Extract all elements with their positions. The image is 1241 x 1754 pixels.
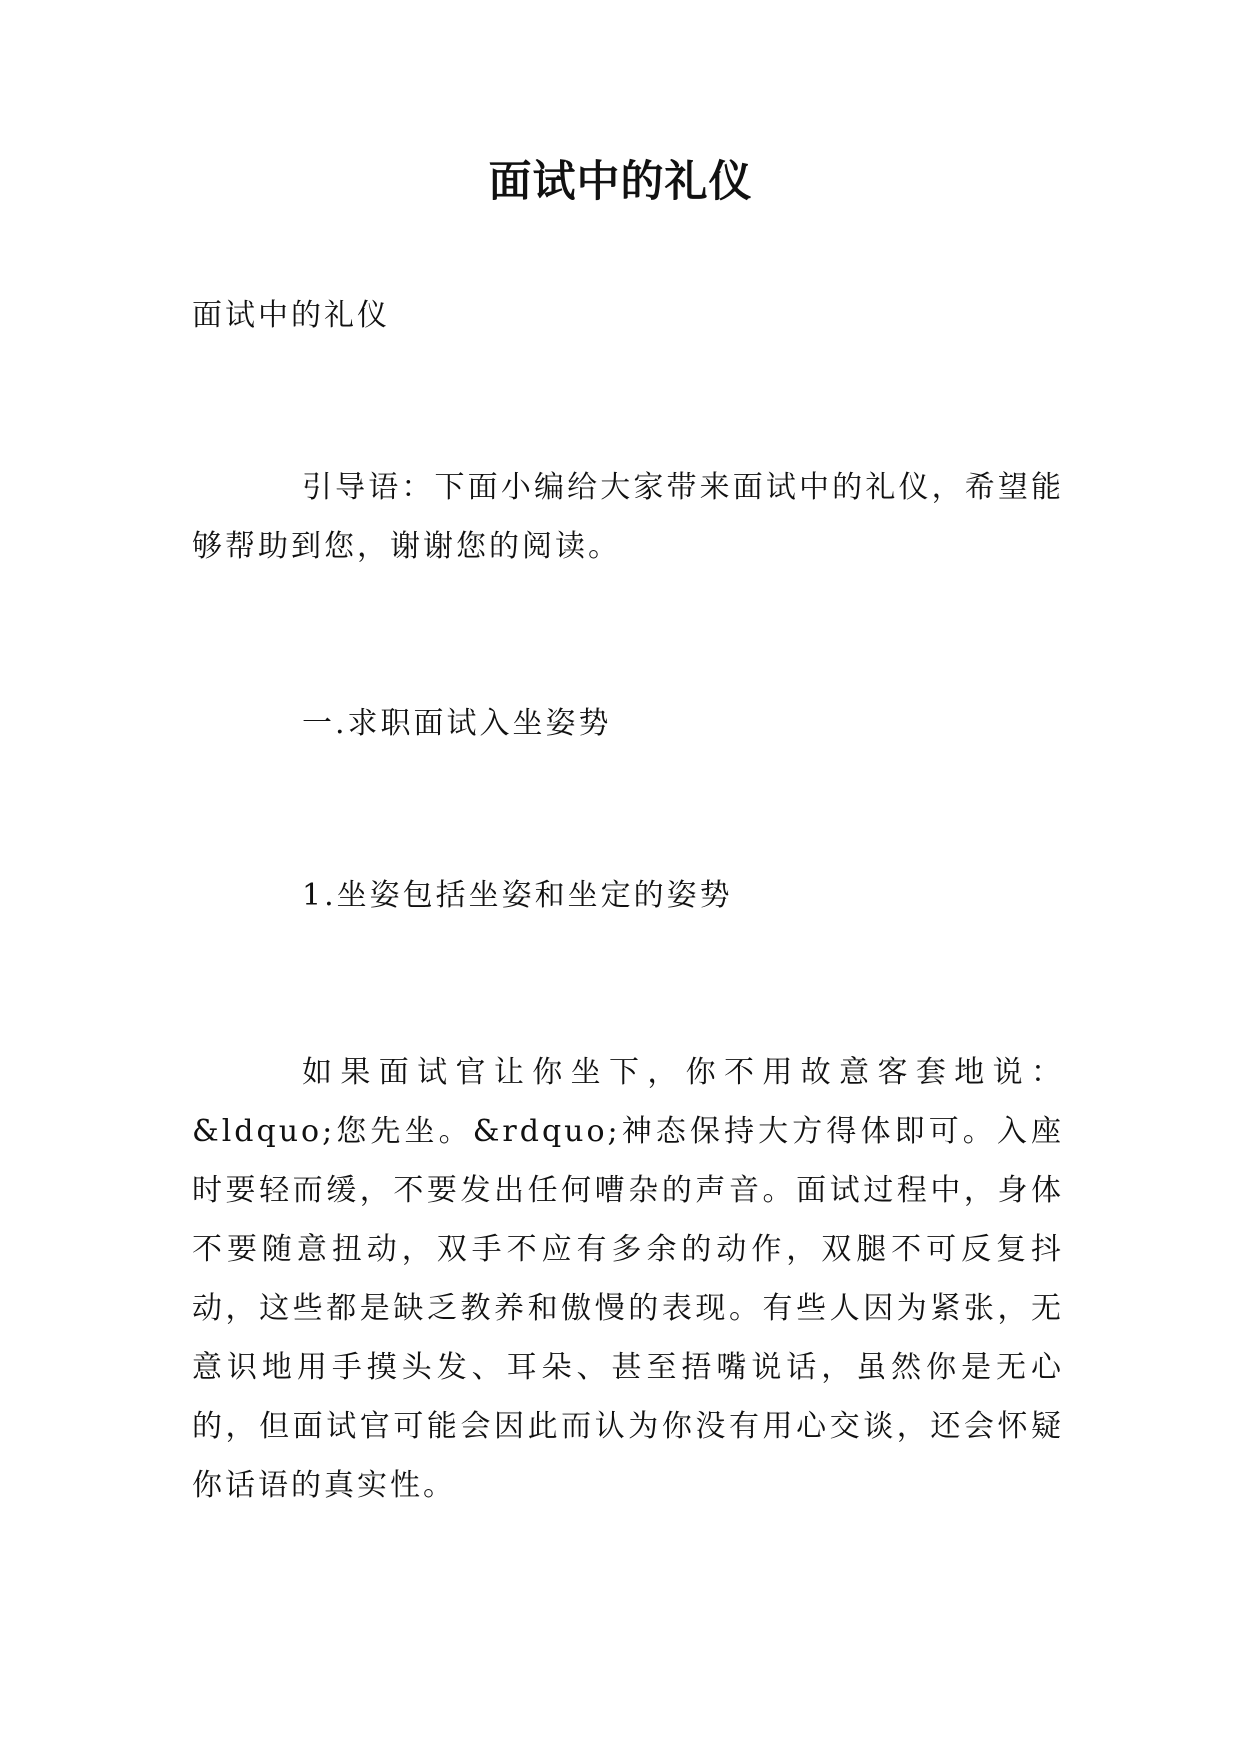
intro-paragraph: 引导语：下面小编给大家带来面试中的礼仪，希望能够帮助到您，谢谢您的阅读。 [192,470,1064,564]
subsection-heading: 1.坐姿包括坐姿和坐定的姿势 [302,878,733,913]
section-heading: 一.求职面试入坐姿势 [302,706,612,741]
document-subtitle: 面试中的礼仪 [192,298,390,333]
document-title: 面试中的礼仪 [488,157,753,207]
body-paragraph: 如果面试官让你坐下，你不用故意客套地说：&ldquo;您先坐。&rdquo;神态保持大方得体即可。入座时要轻而缓，不要发出任何嘈杂的声音。面试过程中，身体不要随意扭动，双手不应有多余的动作，双腿不可反复抖动，这些都是缺乏教养和傲慢的表现。有些人因为紧张，无意识地用手摸头发、耳朵、甚至捂嘴说话，虽然你是无心的，但面试官可能会因此而认为你没有用心交谈，还会怀疑你话语的真实性。 [192,1055,1064,1503]
